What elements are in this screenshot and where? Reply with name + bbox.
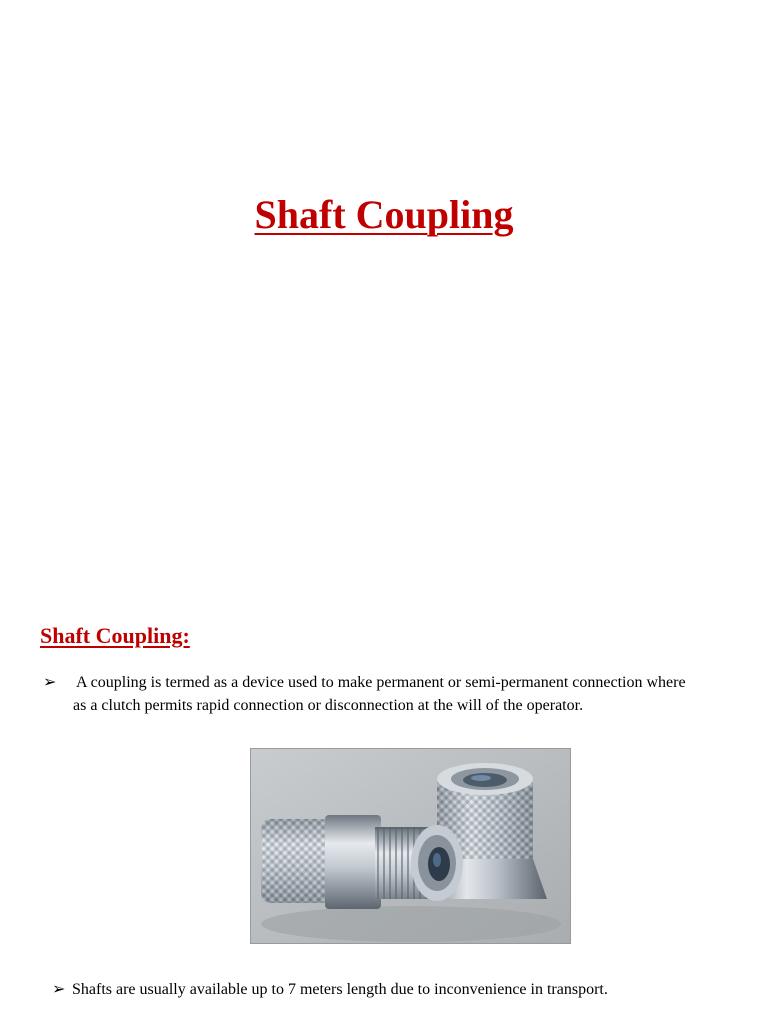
bullet-item: [43, 672, 698, 717]
arrow-bullet-icon: ➢: [43, 674, 57, 691]
page-title: Shaft Coupling: [254, 192, 514, 237]
bullet-text: Shafts are usually available up to 7 meters length due to inconvenience in transport.: [72, 981, 608, 998]
bullet-item: [52, 979, 752, 1002]
left-fitting-icon: [261, 815, 463, 909]
section-heading: Shaft Coupling:: [40, 623, 190, 648]
coupling-photo: [250, 748, 571, 944]
arrow-bullet-icon: ➢: [52, 981, 66, 998]
bullet-text: A coupling is termed as a device used to make permanent or semi-permanent connection where as a clutch permits rapid connection or disconnection at the will of the operator.: [73, 674, 686, 714]
